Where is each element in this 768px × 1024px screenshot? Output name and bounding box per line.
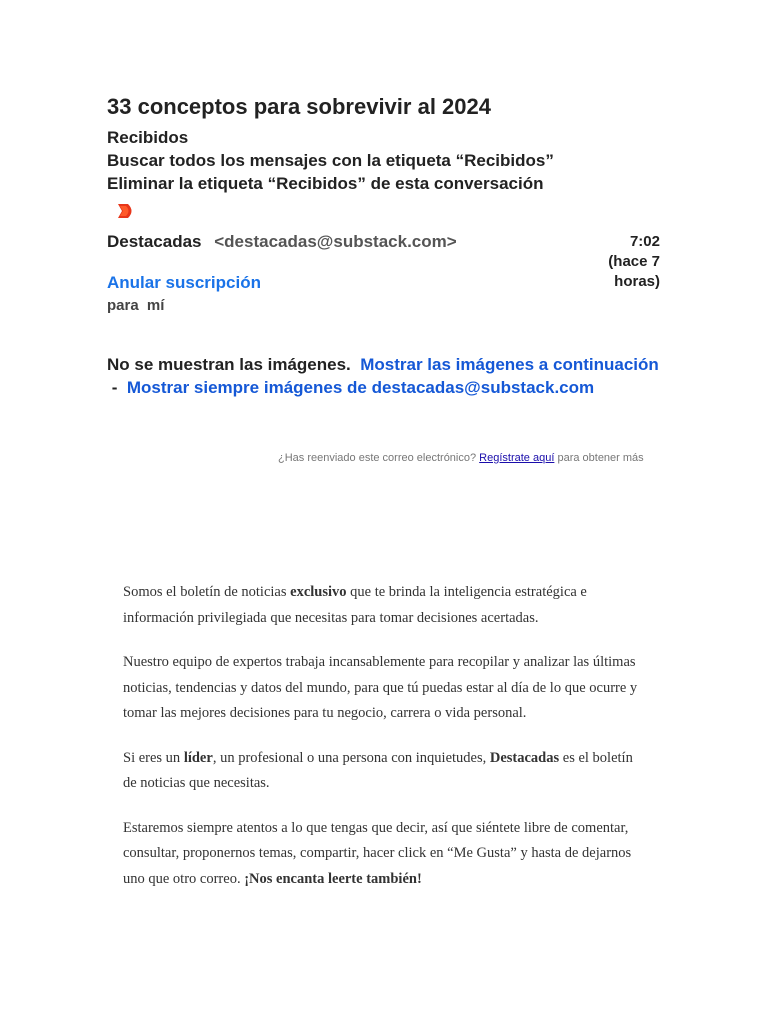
p3-bold-lider: líder: [183, 749, 213, 766]
paragraph-1: [123, 580, 643, 631]
forward-suffix: para obtener más: [557, 452, 644, 464]
to-prefix: para: [107, 297, 139, 314]
remove-label-link[interactable]: Eliminar la etiqueta “Recibidos” de esta conversación: [107, 174, 544, 193]
time-value: 7:02: [629, 233, 660, 250]
message-time: [570, 232, 660, 292]
p3-text-a: Si eres un: [123, 749, 184, 766]
unsubscribe-link[interactable]: Anular suscripción: [107, 273, 261, 292]
show-images-link[interactable]: Mostrar las imágenes a continuación: [360, 355, 659, 374]
forwarded-note: [278, 452, 644, 464]
images-hidden-notice: [107, 353, 667, 399]
time-relative: (hace 7: [608, 253, 660, 270]
signup-link[interactable]: Regístrate aquí: [479, 452, 555, 464]
label-recibidos[interactable]: Recibidos: [107, 128, 189, 147]
p3-bold-destacadas: Destacadas: [489, 749, 560, 766]
sender-name[interactable]: Destacadas: [107, 232, 202, 251]
forward-prefix: ¿Has reenviado este correo electrónico?: [278, 452, 477, 464]
p1-text-b: que te brinda la inteligencia estratégica e información privilegiada que necesitas para tomar decisiones acertadas.: [123, 584, 587, 626]
p3-text-b: , un profesional o una persona con inquietudes,: [212, 749, 490, 766]
search-label-link[interactable]: Buscar todos los mensajes con la etiqueta “Recibidos”: [107, 151, 554, 170]
p4-text-a: Estaremos siempre atentos a lo que tengas que decir, así que siéntete libre de comentar, consultar, proponernos temas, compartir, hacer click en “Me Gusta” y hasta de dejarnos uno que otro correo.: [123, 819, 632, 887]
images-hidden-text: No se muestran las imágenes.: [107, 355, 351, 374]
paragraph-2: Nuestro equipo de expertos trabaja incansablemente para recopilar y analizar las últimas noticias, tendencias y datos del mundo, para que tú puedas estar al día de lo que ocurre y tomar las mejores decisiones para tu negocio, carrera o vida personal.: [123, 654, 638, 721]
paragraph-3: [123, 746, 643, 797]
sender-email: <destacadas@substack.com>: [214, 232, 457, 251]
label-menu: [107, 126, 554, 195]
separator: -: [111, 378, 118, 397]
substack-logo-icon: [116, 203, 136, 219]
paragraph-4: [123, 816, 643, 893]
newsletter-body: [123, 580, 643, 911]
sender-line: [107, 232, 457, 252]
recipient-line: [107, 297, 164, 314]
p3-text-c: es el boletín de noticias que necesitas.: [123, 749, 633, 791]
p1-text-a: Somos el boletín de noticias: [123, 584, 291, 600]
always-show-images-link[interactable]: Mostrar siempre imágenes de destacadas@substack.com: [126, 378, 595, 397]
p1-bold: exclusivo: [290, 584, 347, 600]
p4-bold: ¡Nos encanta leerte también!: [244, 870, 422, 887]
email-subject: 33 conceptos para sobrevivir al 2024: [107, 94, 491, 119]
to-recipient[interactable]: mí: [146, 297, 165, 314]
time-relative-2: horas): [614, 273, 660, 290]
